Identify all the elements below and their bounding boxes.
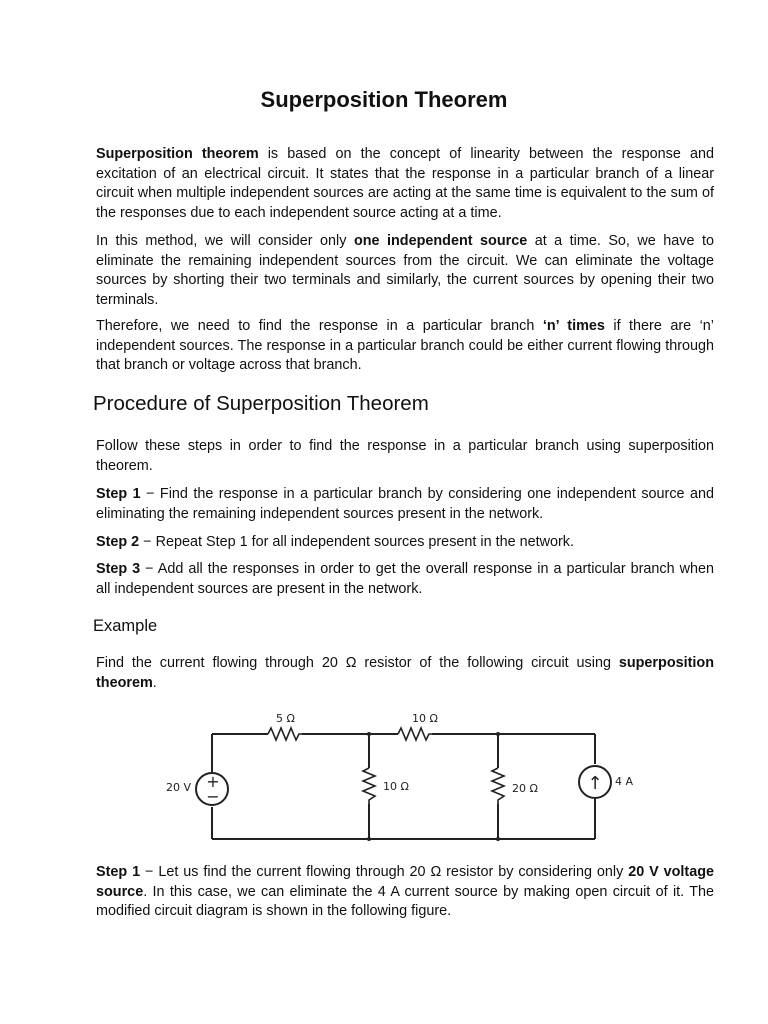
intro-paragraph [96, 145, 714, 223]
procedure-step-3 [96, 560, 714, 599]
plus-sign: + [206, 772, 220, 791]
procedure-intro: Follow these steps in order to find the response in a particular branch using superposition theorem. [96, 438, 714, 474]
method-text-bold: one independent source [353, 233, 528, 249]
example-text-bold: superposition theorem [96, 655, 714, 691]
minus-sign: − [206, 787, 220, 806]
current-arrow-icon: ↑ [587, 773, 603, 794]
example-text-pre: Find the current flowing through 20 Ω resistor of the following circuit using [96, 655, 619, 671]
label-current-source: 4 A [615, 775, 634, 788]
step1-text-post: . In this case, we can eliminate the 4 A current source by making open circuit of it. The modified circuit diagram is shown in the following figure. [96, 883, 714, 919]
step1-label: Step 1 [96, 864, 141, 880]
step1-paragraph [96, 863, 714, 922]
page-title: Superposition Theorem [260, 87, 508, 112]
step-label: Step 2 [96, 534, 140, 550]
step-text: − Add all the responses in order to get the overall response in a particular branch when all independent sources are present in the network. [96, 561, 714, 597]
resistor-10-ohm-shunt [363, 768, 375, 804]
example-text-post: . [152, 674, 157, 691]
step-label: Step 1 [96, 486, 141, 502]
method-paragraph [96, 232, 714, 310]
step1-text-pre: − Let us find the current flowing through 20 Ω resistor by considering only [140, 864, 629, 880]
therefore-text-pre: Therefore, we need to find the response in a particular branch [96, 318, 543, 334]
procedure-step-2 [96, 533, 714, 553]
therefore-text-post: if there are ‘n’ independent sources. The response in a particular branch could be either current flowing through that branch or voltage across that branch. [96, 318, 715, 373]
label-r2: 10 Ω [412, 712, 438, 725]
junction-dot [367, 837, 371, 841]
label-r4: 20 Ω [512, 782, 538, 795]
resistor-20-ohm [492, 768, 504, 804]
step-text: − Repeat Step 1 for all independent sources present in the network. [139, 534, 574, 550]
example-paragraph [96, 654, 714, 693]
junction-dot [496, 732, 500, 736]
label-r3: 10 Ω [383, 780, 409, 793]
intro-text: is based on the concept of linearity between the response and excitation of an electrical circuit. It states that the response in a particular branch of a linear circuit when multiple independent sources are acting at the same time is equivalent to the sum of the responses due to each independent source acting at a time. [96, 146, 714, 221]
label-voltage-source: 20 V [166, 781, 192, 794]
example-heading: Example [93, 617, 158, 635]
step-text: − Find the response in a particular branch by considering one independent source and eliminating the remaining independent sources present in the network. [96, 486, 714, 522]
intro-term: Superposition theorem [96, 146, 259, 162]
procedure-heading: Procedure of Superposition Theorem [93, 392, 429, 415]
procedure-step-1 [96, 485, 714, 524]
therefore-paragraph [96, 317, 714, 376]
junction-dot [496, 837, 500, 841]
step1-text-bold: 20 V voltage source [96, 864, 715, 900]
therefore-text-bold: ‘n’ times [542, 318, 605, 334]
method-text-pre: In this method, we will consider only [96, 233, 354, 249]
resistor-5-ohm [268, 728, 302, 740]
method-text-post: at a time. So, we have to eliminate the remaining independent sources from the circuit. We can eliminate the voltage sources by shorting their two terminals and similarly, the current sources by opening their two terminals. [96, 233, 714, 308]
circuit-diagram [150, 702, 650, 852]
resistor-10-ohm-series [398, 728, 432, 740]
label-r1: 5 Ω [276, 712, 295, 725]
step-label: Step 3 [96, 561, 141, 577]
junction-dot [367, 732, 371, 736]
